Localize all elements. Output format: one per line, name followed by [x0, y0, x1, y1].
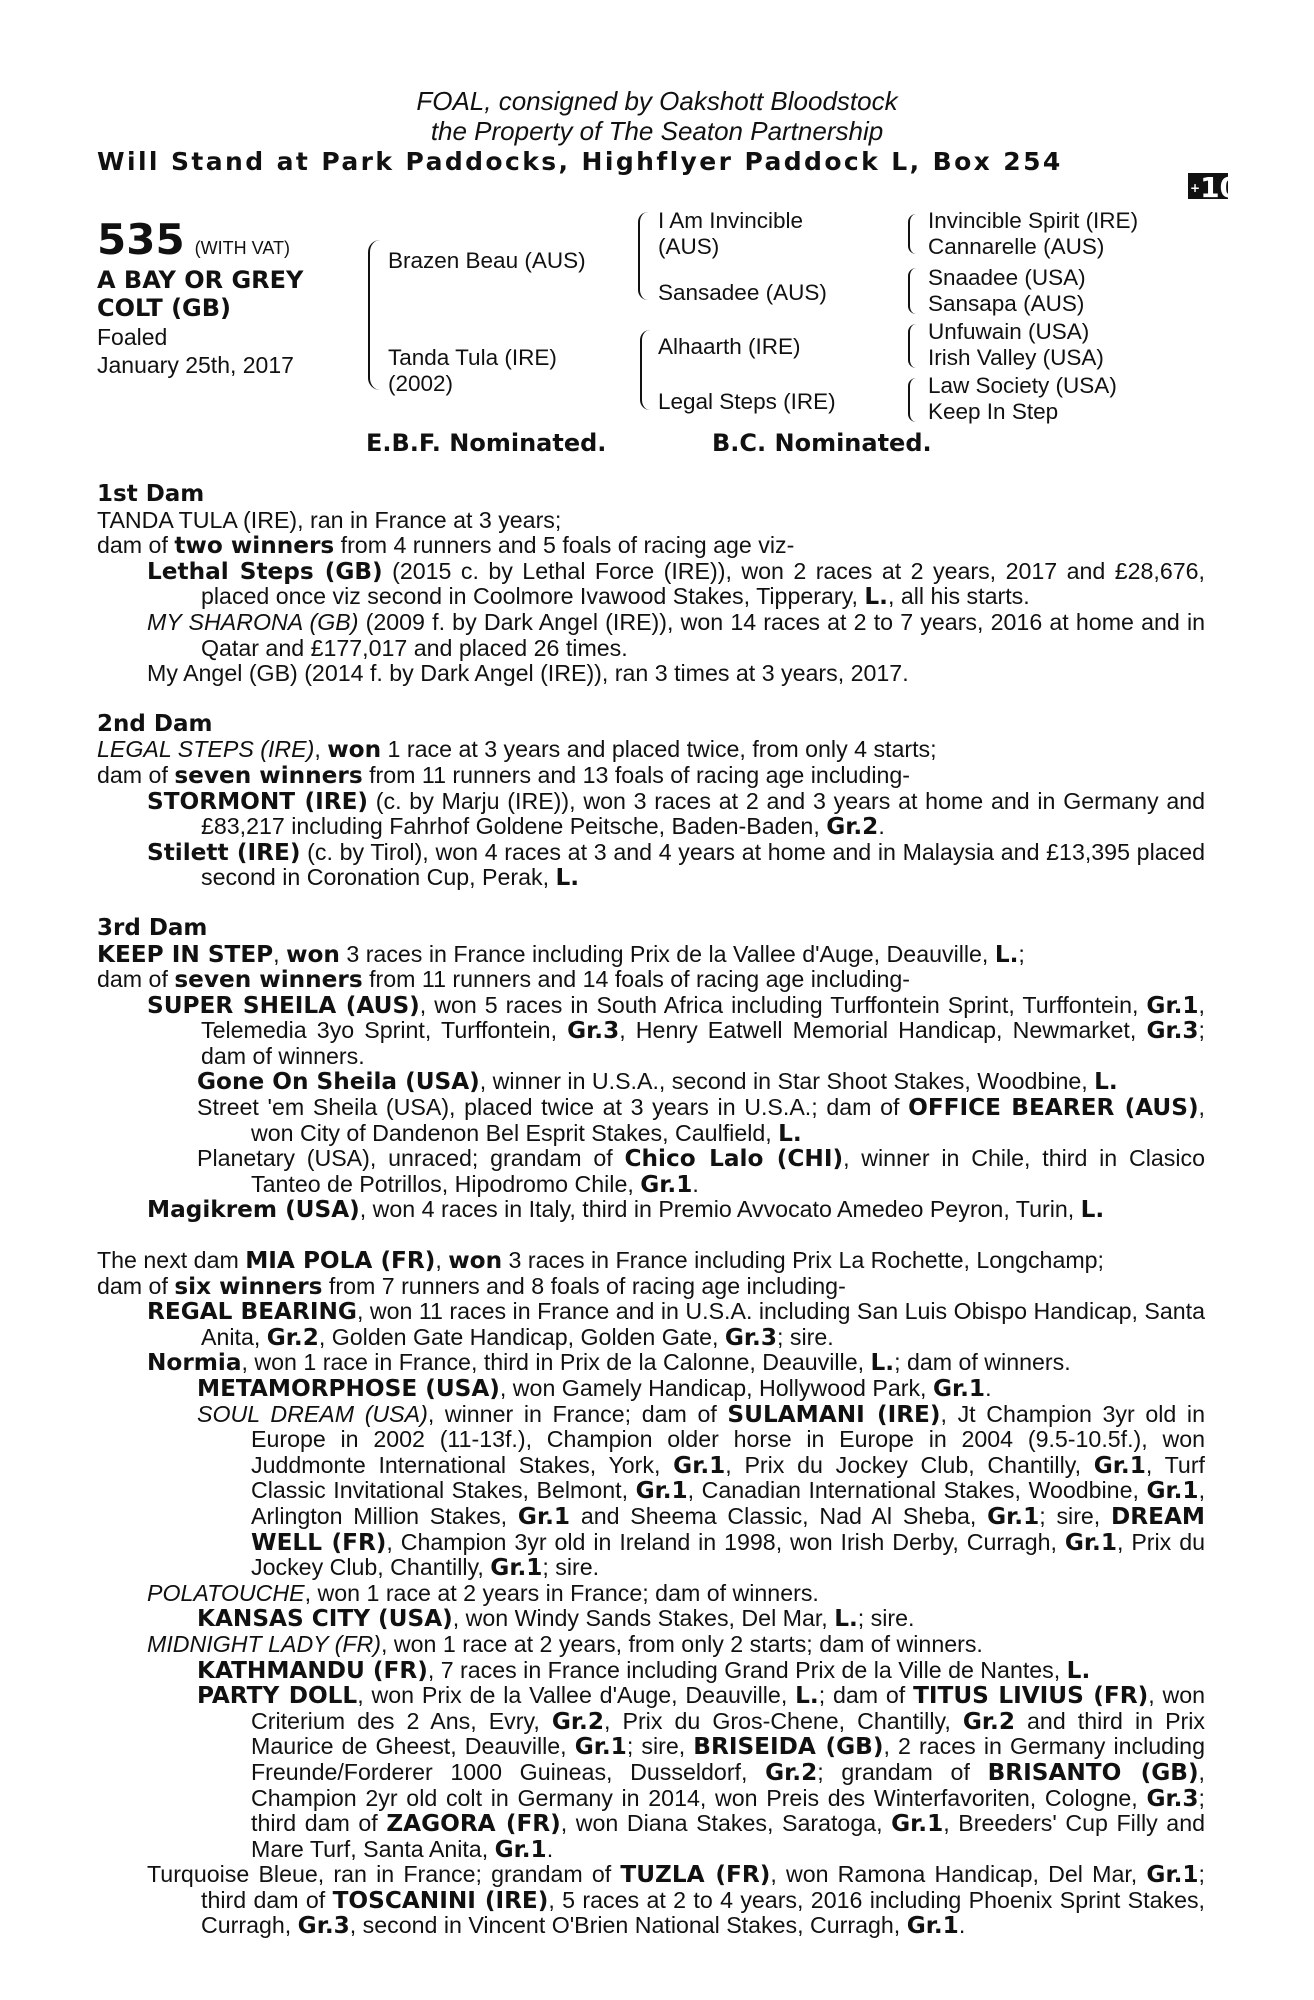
produce-entry: STORMONT (IRE) (c. by Marju (IRE)), won 3 races at 2 and 3 years at home and in Germany and £83,217 including Fahrhof Goldene Peitsche, Baden-Baden, Gr.2. [147, 787, 1206, 841]
produce-entry: Stilett (IRE) (c. by Tirol), won 4 races at 3 and 4 years at home and in Malaysia and £13,395 placed second in Coronation Cup, Perak, L. [147, 838, 1206, 892]
dam-produce-record [97, 482, 1205, 1939]
sire: Brazen Beau (AUS) [388, 248, 586, 273]
produce-entry: Street 'em Sheila (USA), placed twice at 3 years in U.S.A.; dam of OFFICE BEARER (AUS), won City of Dandenon Bel Esprit Stakes, Caulfield, L. [197, 1094, 1205, 1147]
ebf-nominated: E.B.F. Nominated. [366, 429, 607, 457]
dam-line: LEGAL STEPS (IRE), won 1 race at 3 years and placed twice, from only 4 starts; [97, 736, 937, 764]
produce-entry: PARTY DOLL, won Prix de la Vallee d'Auge, Deauville, L.; dam of TITUS LIVIUS (FR), won Criterium des 2 Ans, Evry, Gr.2, Prix du Gros-Chene, Chantilly, Gr.2 and third in Prix Maurice de Gheest, Deauville, Gr.1; sire, BRISEIDA (GB), 2 races in Germany including Freunde/Forderer 1000 Guineas, Dusseldorf, Gr.2; grandam of BRISANTO (GB), Champion 2yr old colt in Germany in 2014, won Preis des Winterfavoriten, Cologne, Gr.3; third dam of ZAGORA (FR), won Diana Stakes, Saratoga, Gr.1, Breeders' Cup Filly and Mare Turf, Santa Anita, Gr.1. [197, 1682, 1206, 1863]
pedigree-bracket [638, 212, 648, 300]
dam-line: dam of seven winners from 11 runners and 13 foals of racing age including- [97, 761, 911, 789]
consignor-line: FOAL, consigned by Oakshott Bloodstock [416, 86, 898, 116]
produce-entry: KANSAS CITY (USA), won Windy Sands Stakes, Del Mar, L.; sire. [197, 1605, 915, 1633]
pedigree-bracket [908, 324, 916, 368]
dsd: Irish Valley (USA) [928, 345, 1104, 370]
sire-dam: Sansadee (AUS) [658, 280, 827, 305]
pedigree-bracket [908, 214, 916, 254]
foaled-date: Foaled January 25th, 2017 [97, 324, 294, 378]
section-heading: 3rd Dam [97, 914, 208, 941]
ssd: Cannarelle (AUS) [928, 234, 1105, 259]
dam-line: TANDA TULA (IRE), ran in France at 3 years; [97, 506, 562, 533]
produce-entry: REGAL BEARING, won 11 races in France and in U.S.A. including San Luis Obispo Handicap, Santa Anita, Gr.2, Golden Gate Handicap, Golden Gate, Gr.3; sire. [147, 1298, 1205, 1351]
sss: Invincible Spirit (IRE) [928, 208, 1139, 233]
sire-sire-country: (AUS) [658, 234, 720, 259]
section-heading: 1st Dam [97, 481, 205, 507]
dam-year: (2002) [388, 371, 454, 396]
dam-line: The next dam MIA POLA (FR), won 3 races in France including Prix La Rochette, Longchamp; [97, 1247, 1104, 1275]
produce-entry: Turquoise Bleue, ran in France; grandam of TUZLA (FR), won Ramona Handicap, Del Mar, Gr.1; third dam of TOSCANINI (IRE), 5 races at 2 to 4 years, 2016 including Phoenix Sprint Stakes, Curragh, Gr.3, second in Vincent O'Brien National Stakes, Curragh, Gr.1. [147, 1861, 1206, 1940]
dam-line: dam of seven winners from 11 runners and 14 foals of racing age including- [97, 966, 911, 994]
pedigree-bracket [908, 268, 916, 314]
produce-entry: POLATOUCHE, won 1 race at 2 years in France; dam of winners. [147, 1579, 819, 1606]
dam-line: KEEP IN STEP, won 3 races in France including Prix de la Vallee d'Auge, Deauville, L.; [97, 940, 1025, 968]
dam-line: dam of two winners from 4 runners and 5 foals of racing age viz- [97, 532, 795, 560]
ddd: Keep In Step [928, 399, 1059, 424]
produce-entry: Normia, won 1 race in France, third in Prix de la Calonne, Deauville, L.; dam of winners. [147, 1349, 1071, 1377]
dss: Unfuwain (USA) [928, 319, 1090, 344]
dam-sire: Alhaarth (IRE) [658, 334, 801, 359]
pedigree-bracket [368, 240, 380, 390]
sds: Snaadee (USA) [928, 265, 1086, 290]
dam: Tanda Tula (IRE) [388, 345, 557, 370]
lot-badge: +10 [1190, 171, 1240, 204]
lot-number: 535 (WITH VAT) [97, 215, 290, 264]
sire-sire: I Am Invincible [658, 208, 804, 233]
dam-dam: Legal Steps (IRE) [658, 389, 836, 414]
produce-entry: Magikrem (USA), won 4 races in Italy, third in Premio Avvocato Amedeo Peyron, Turin, L. [147, 1196, 1105, 1224]
produce-entry: KATHMANDU (FR), 7 races in France including Grand Prix de la Ville de Nantes, L. [197, 1656, 1091, 1684]
produce-entry: My Angel (GB) (2014 f. by Dark Angel (IRE)), ran 3 times at 3 years, 2017. [147, 660, 909, 687]
produce-entry: MY SHARONA (GB) (2009 f. by Dark Angel (IRE)), won 14 races at 2 to 7 years, 2016 at home and in Qatar and £177,017 and placed 26 times. [147, 608, 1205, 661]
lot-description: A BAY OR GREY COLT (GB) [97, 266, 304, 322]
property-line: the Property of The Seaton Partnership [430, 116, 884, 146]
pedigree-bracket [640, 330, 650, 410]
produce-entry: SOUL DREAM (USA), winner in France; dam of SULAMANI (IRE), Jt Champion 3yr old in Europe in 2002 (11-13f.), Champion older horse in Europe in 2004 (9.5-10.5f.), won Juddmonte International Stakes, York, Gr.1, Prix du Jockey Club, Chantilly, Gr.1, Turf Classic Invitational Stakes, Belmont, Gr.1, Canadian International Stakes, Woodbine, Gr.1, Arlington Million Stakes, Gr.1 and Sheema Classic, Nad Al Sheba, Gr.1; sire, DREAM WELL (FR), Champion 3yr old in Ireland in 1998, won Irish Derby, Curragh, Gr.1, Prix du Jockey Club, Chantilly, Gr.1; sire. [197, 1400, 1206, 1582]
produce-entry: Lethal Steps (GB) (2015 c. by Lethal Force (IRE)), won 2 races at 2 years, 2017 and £28,676, placed once viz second in Coolmore Ivawood Stakes, Tipperary, L., all his starts. [147, 557, 1205, 611]
sdd: Sansapa (AUS) [928, 291, 1085, 316]
bc-nominated: B.C. Nominated. [712, 429, 932, 457]
stand-location: Will Stand at Park Paddocks, Highflyer Paddock L, Box 254 [97, 147, 1063, 176]
section-heading: 2nd Dam [97, 710, 213, 737]
produce-entry: SUPER SHEILA (AUS), won 5 races in South Africa including Turffontein Sprint, Turffontein, Gr.1, Telemedia 3yo Sprint, Turffontein, Gr.3, Henry Eatwell Memorial Handicap, Newmarket, Gr.3; dam of winners. [147, 991, 1205, 1069]
pedigree-bracket [908, 378, 916, 422]
produce-entry: Gone On Sheila (USA), winner in U.S.A., second in Star Shoot Stakes, Woodbine, L. [197, 1068, 1118, 1096]
dam-line: dam of six winners from 7 runners and 8 foals of racing age including- [97, 1272, 846, 1300]
produce-entry: MIDNIGHT LADY (FR), won 1 race at 2 years, from only 2 starts; dam of winners. [147, 1630, 983, 1657]
dds: Law Society (USA) [928, 373, 1117, 398]
produce-entry: METAMORPHOSE (USA), won Gamely Handicap, Hollywood Park, Gr.1. [197, 1375, 992, 1402]
produce-entry: Planetary (USA), unraced; grandam of Chico Lalo (CHI), winner in Chile, third in Clasico Tanteo de Potrillos, Hipodromo Chile, Gr.1. [197, 1145, 1206, 1198]
